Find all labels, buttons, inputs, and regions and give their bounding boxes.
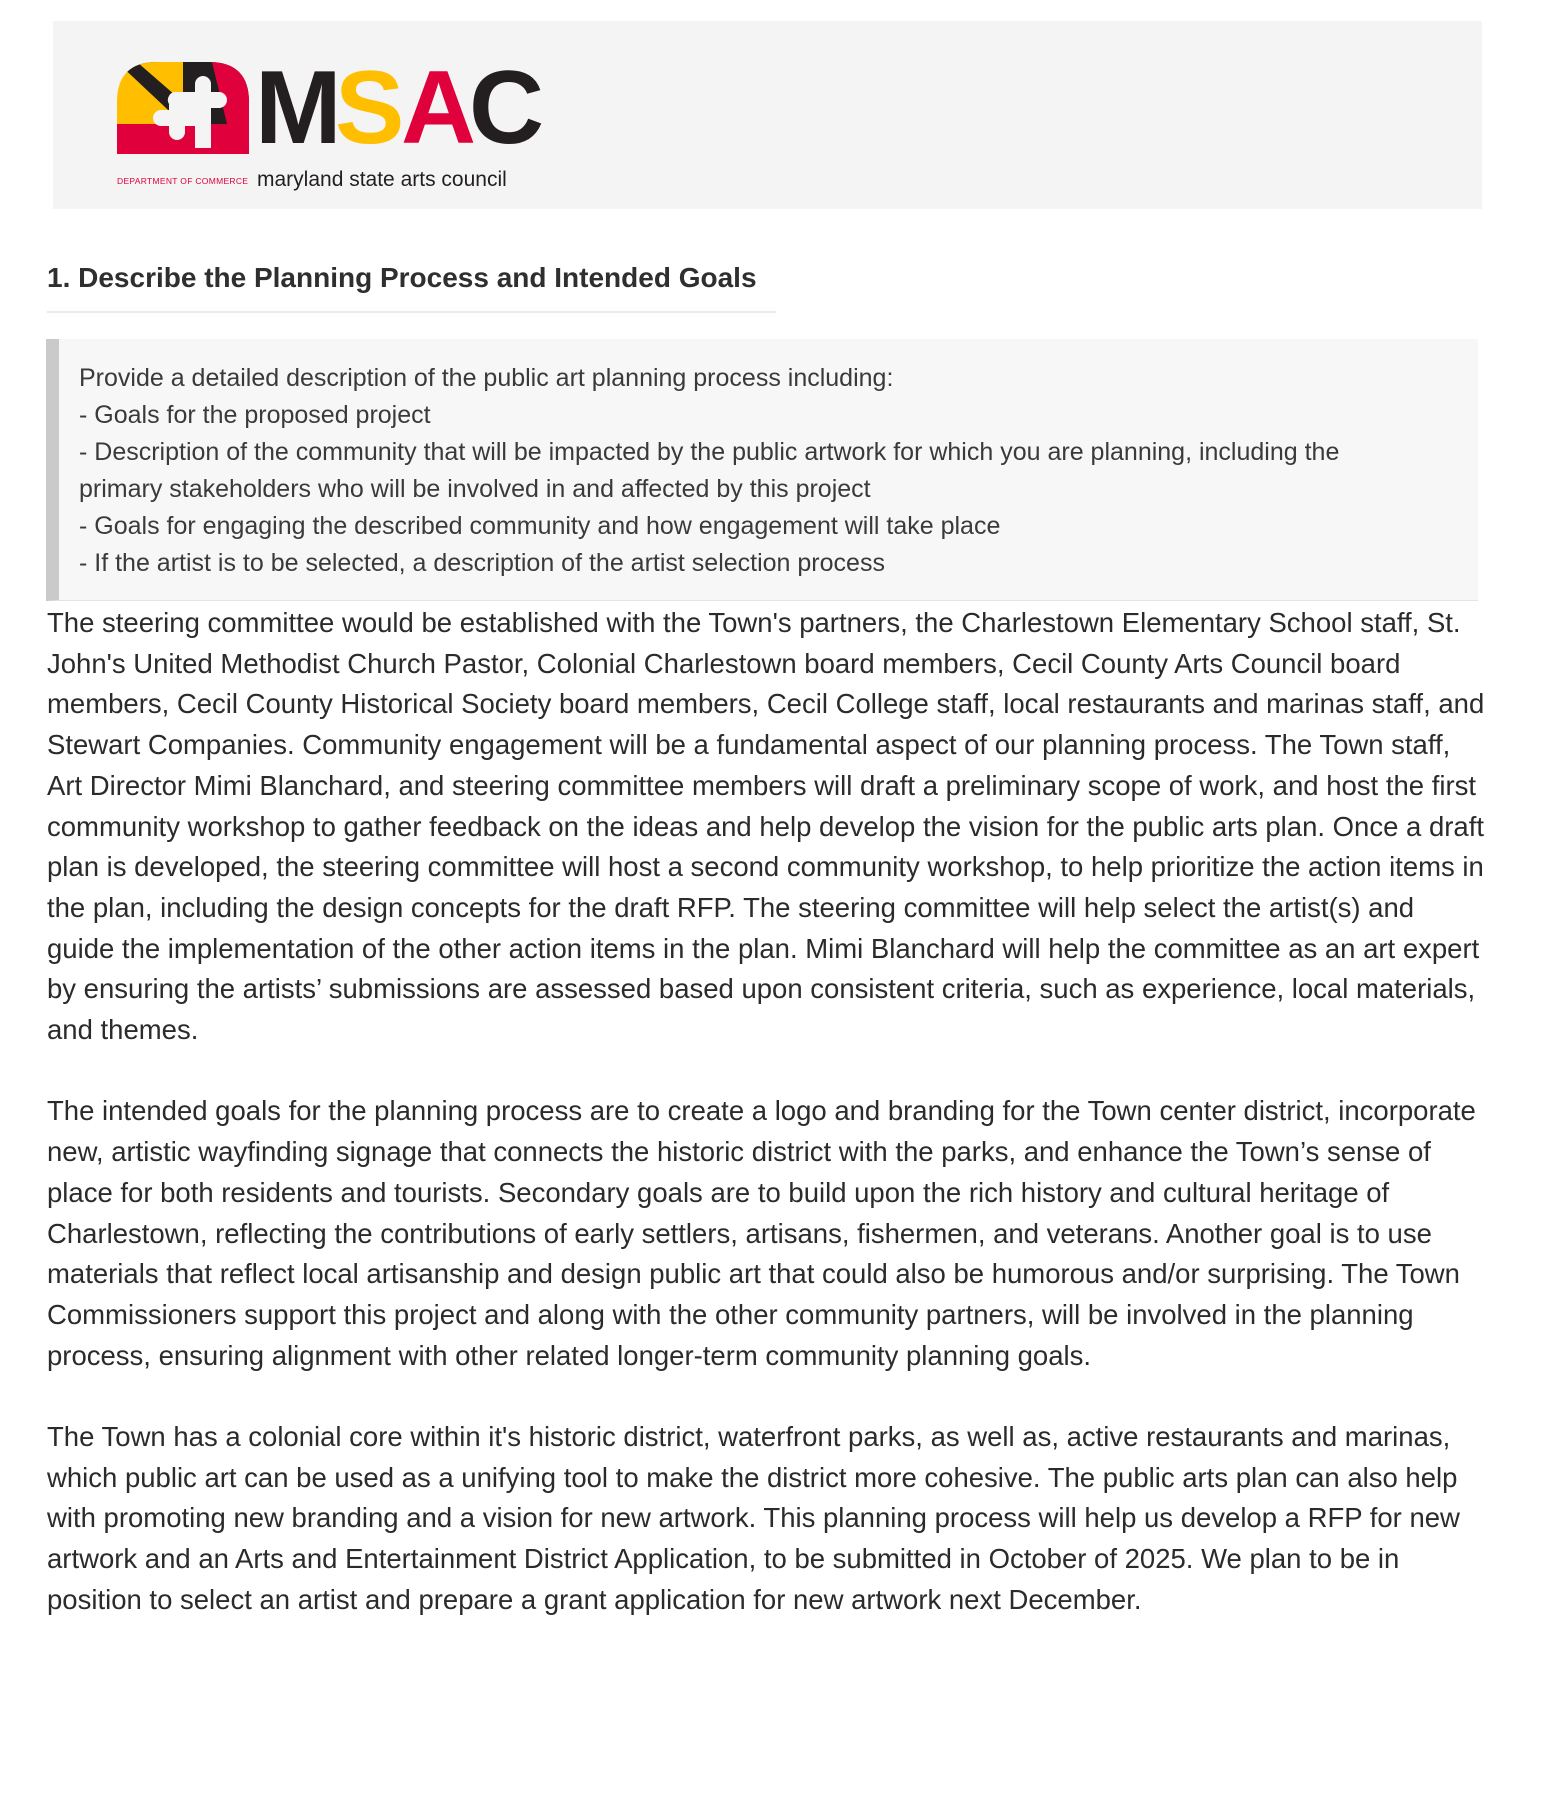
logo-letter-a: A — [401, 50, 477, 166]
instructions-blockquote — [46, 339, 1478, 601]
instruction-line: - Description of the community that will be impacted by the public artwork for which you are planning, including the primary stakeholders who will be involved in and affected by this project — [79, 438, 1340, 503]
instruction-line: - If the artist is to be selected, a description of the artist selection process — [79, 549, 885, 577]
logo-letter-c: C — [469, 50, 545, 166]
logo-letter-m: M — [255, 50, 339, 166]
msac-logo — [117, 50, 545, 191]
answer-paragraph: The intended goals for the planning process are to create a logo and branding for the Town center district, incorporate new, artistic wayfinding signage that connects the historic district with the parks, and enhance the Town’s sense of place for both residents and tourists. Secondary goals are to build upon the rich history and cultural heritage of Charlestown, reflecting the contributions of early settlers, artisans, fishermen, and veterans. Another goal is to use materials that reflect local artisanship and design public art that could also be humorous and/or surprising. The Town Commissioners support this project and along with the other community partners, will be involved in the planning process, ensuring alignment with other related longer-term community planning goals. — [47, 1095, 1476, 1371]
logo-tagline: maryland state arts council — [257, 168, 507, 191]
instruction-line: - Goals for engaging the described community and how engagement will take place — [79, 512, 1001, 540]
answer-paragraph: The steering committee would be established with the Town's partners, the Charlestown Elementary School staff, St. John's United Methodist Church Pastor, Colonial Charlestown board members, Cecil County Arts Council board members, Cecil County Historical Society board members, Cecil College staff, local restaurants and marinas staff, and Stewart Companies. Community engagement will be a fundamental aspect of our planning process. The Town staff, Art Director Mimi Blanchard, and steering committee members will draft a preliminary scope of work, and host the first community workshop to gather feedback on the ideas and help develop the vision for the public arts plan. Once a draft plan is developed, the steering committee will host a second community workshop, to help prioritize the action items in the plan, including the design concepts for the draft RFP. The steering committee will help select the artist(s) and guide the implementation of the other action items in the plan. Mimi Blanchard will help the committee as an art expert by ensuring the artists’ submissions are assessed based upon consistent criteria, such as experience, local materials, and themes. — [47, 607, 1485, 1046]
answer-paragraph: The Town has a colonial core within it's historic district, waterfront parks, as well as, active restaurants and marinas, which public art can be used as a unifying tool to make the district more cohesive. The public arts plan can also help with promoting new branding and a vision for new artwork. This planning process will help us develop a RFP for new artwork and an Arts and Entertainment District Application, to be submitted in October of 2025. We plan to be in position to select an artist and prepare a grant application for new artwork next December. — [47, 1421, 1460, 1615]
section-title: 1. Describe the Planning Process and Intended Goals — [47, 262, 757, 293]
instruction-line: - Goals for the proposed project — [79, 401, 431, 429]
maryland-flag-emblem-icon — [117, 62, 249, 154]
page-header — [53, 21, 1482, 209]
logo-letter-s: S — [335, 50, 405, 166]
instruction-line: Provide a detailed description of the public art planning process including: — [79, 364, 894, 392]
answer-body — [47, 603, 1487, 1661]
title-divider — [47, 311, 776, 313]
logo-department: DEPARTMENT OF COMMERCE — [117, 176, 249, 186]
